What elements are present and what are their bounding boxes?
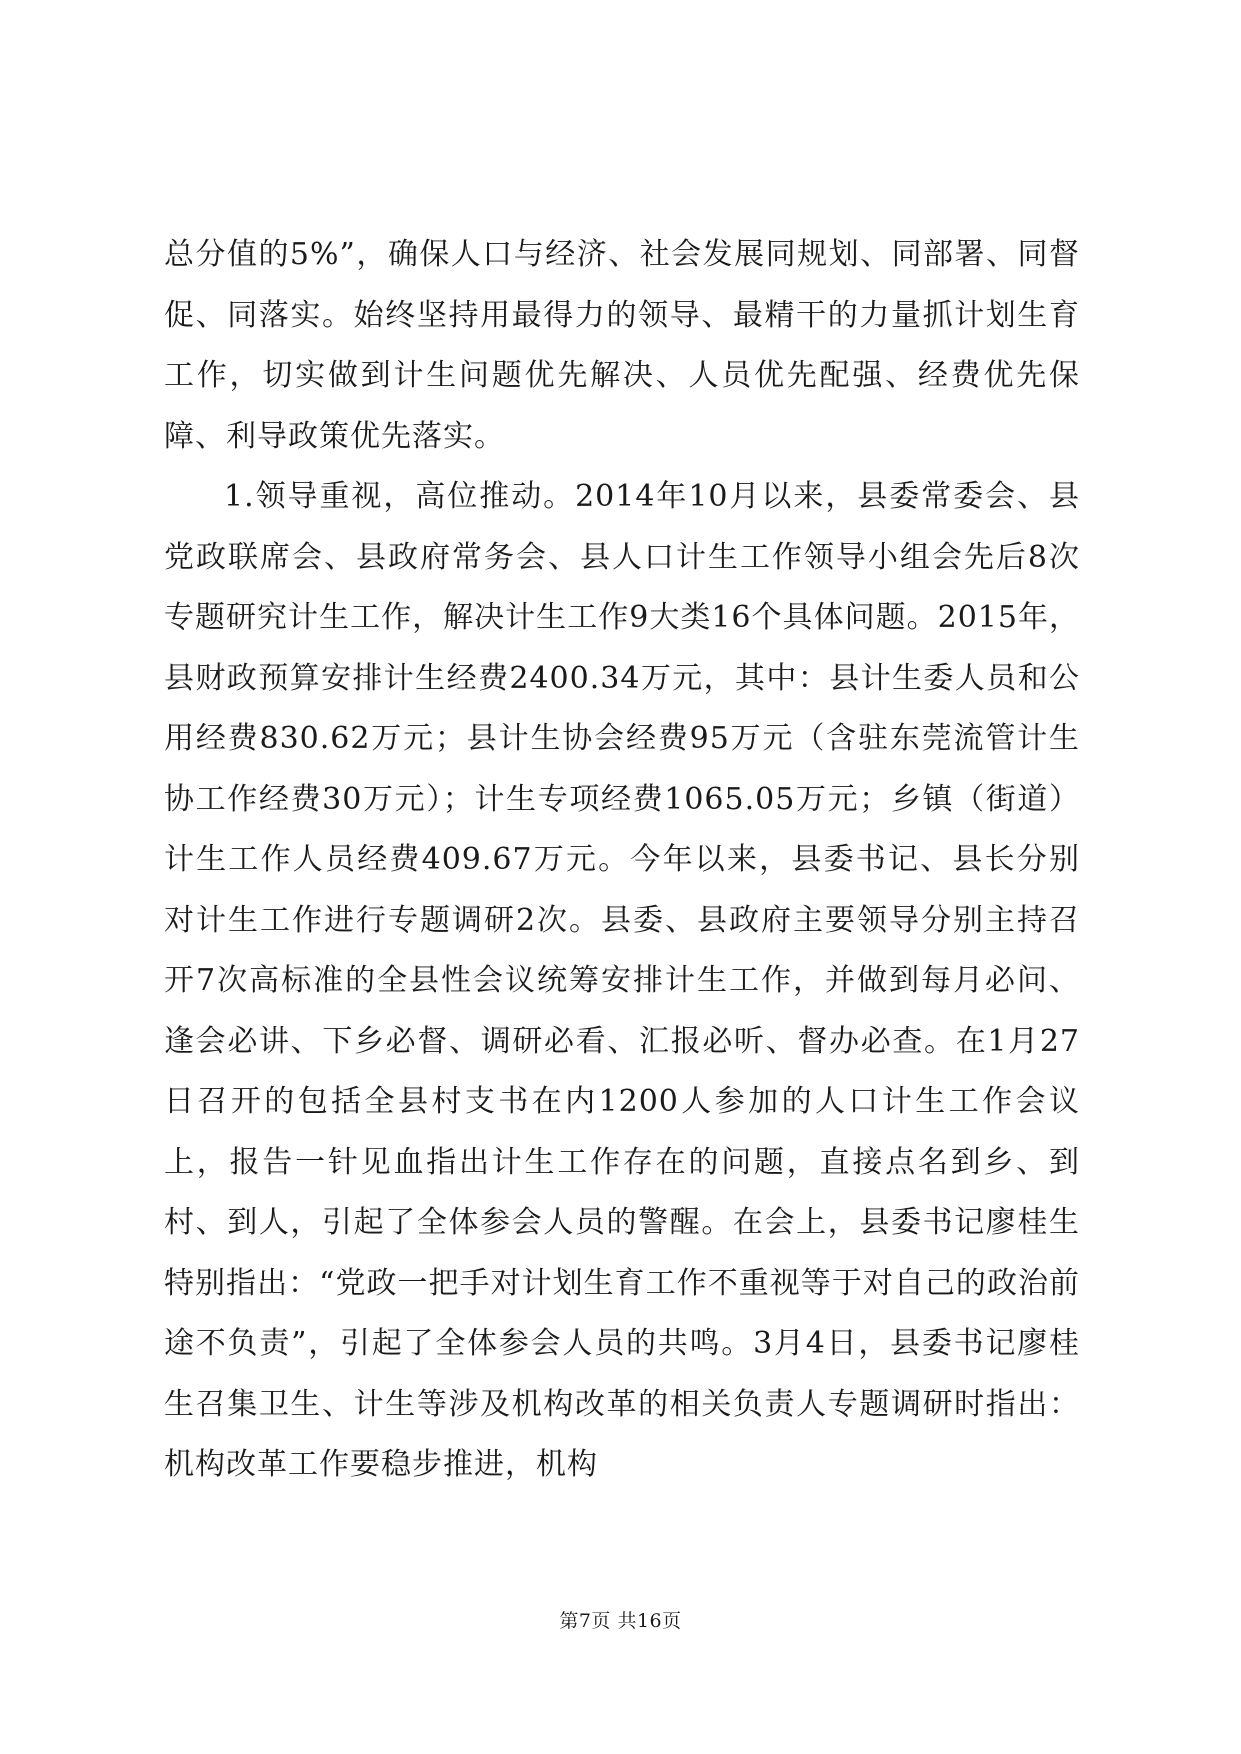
paragraph-leadership: 1.领导重视，高位推动。2014年10月以来，县委常委会、县党政联席会、县政府常务会、县人口计生工作领导小组会先后8次专题研究计生工作，解决计生工作9大类16个具体问题。2015年，县财政预算安排计生经费2400.34万元，其中：县计生委人员和公用经费830.62万元；县计生协会经费95万元（含驻东莞流管计生协工作经费30万元）；计生专项经费1065.05万元；乡镇（街道）计生工作人员经费409.67万元。今年以来，县委书记、县长分别对计生工作进行专题调研2次。县委、县政府主要领导分别主持召开7次高标准的全县性会议统筹安排计生工作，并做到每月必问、逢会必讲、下乡必督、调研必看、汇报必听、督办必查。在1月27日召开的包括全县村支书在内1200人参加的人口计生工作会议上，报告一针见血指出计生工作存在的问题，直接点名到乡、到村、到人，引起了全体参会人员的警醒。在会上，县委书记廖桂生特别指出：“党政一把手对计划生育工作不重视等于对自己的政治前途不负责”，引起了全体参会人员的共鸣。3月4日，县委书记廖桂生召集卫生、计生等涉及机构改革的相关负责人专题调研时指出：机构改革工作要稳步推进，机构 bbox=[164, 479, 1080, 1482]
document-body bbox=[164, 225, 1080, 1496]
page-number-footer: 第7页 共16页 bbox=[559, 1610, 682, 1632]
paragraph-continuation: 总分值的5%”，确保人口与经济、社会发展同规划、同部署、同督促、同落实。始终坚持用最得力的领导、最精干的力量抓计划生育工作，切实做到计生问题优先解决、人员优先配强、经费优先保障、利导政策优先落实。 bbox=[164, 237, 1080, 454]
